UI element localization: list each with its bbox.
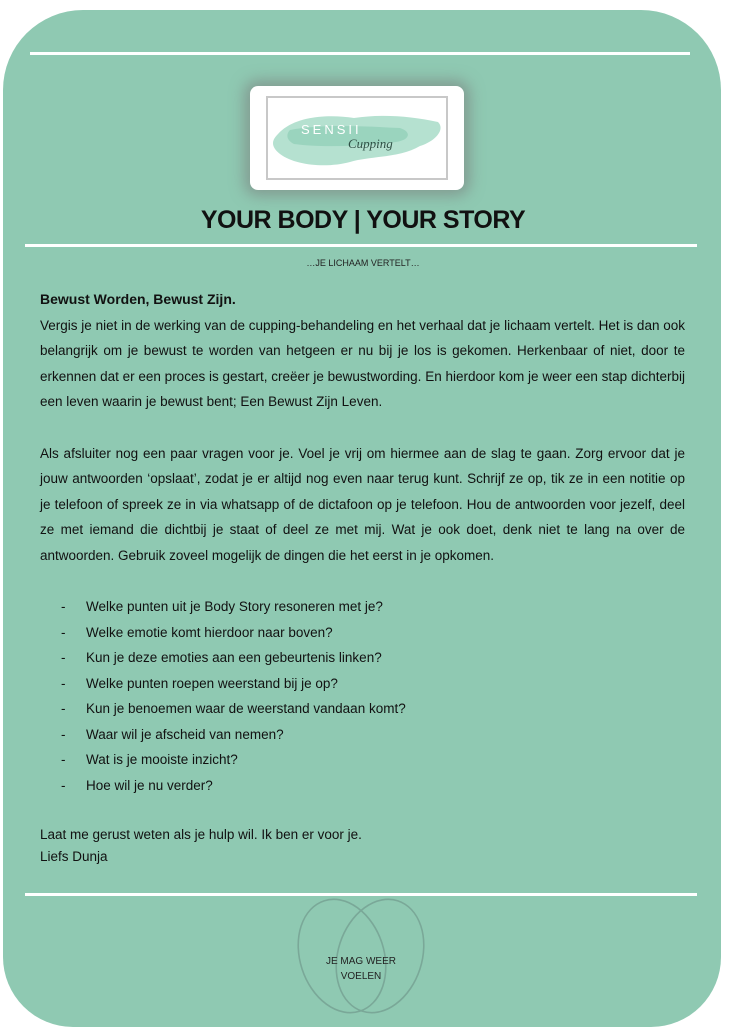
question-text: Welke emotie komt hierdoor naar boven? (86, 624, 333, 640)
question-text: Kun je deze emoties aan een gebeurtenis linken? (86, 650, 382, 665)
title-divider (25, 244, 697, 247)
footer-line-1: JE MAG WEER (325, 956, 396, 967)
question-text: Waar wil je afscheid van nemen? (86, 726, 284, 742)
list-item (61, 773, 685, 799)
logo-script-text: Cupping (348, 136, 393, 151)
bullet-dash: - (61, 650, 66, 665)
main-content (40, 287, 685, 868)
section-heading: Bewust Worden, Bewust Zijn. (40, 291, 236, 307)
question-text: Welke punten roepen weerstand bij je op? (86, 675, 338, 691)
footer-line-2: VOELEN (340, 971, 382, 982)
question-text: Welke punten uit je Body Story resoneren met je? (86, 599, 383, 614)
list-item (61, 594, 685, 620)
page-subtitle: …JE LICHAAM VERTELT… (306, 258, 420, 268)
bullet-dash: - (61, 599, 66, 614)
bullet-dash: - (61, 777, 66, 793)
list-item (61, 671, 685, 697)
top-divider (30, 52, 690, 55)
intro-paragraph: Vergis je niet in de werking van de cupping-behandeling en het verhaal dat je lichaam vertelt. Het is dan ook belangrijk om je bewust te worden van hetgeen er nu bij je los is gekomen. Herkenbaar of niet, door te erkennen dat er een proces is gestart, creëer je bewustwording. En hierdoor kom je weer een stap dichterbij een leven waarin je bewust bent; Een Bewust Zijn Leven. (40, 317, 685, 409)
question-text: Wat is je mooiste inzicht? (86, 752, 238, 767)
instructions-paragraph: Als afsluiter nog een paar vragen voor je. Voel je vrij om hiermee aan de slag te gaan. Zorg ervoor dat je jouw antwoorden ‘opslaat’, zodat je er altijd nog even naar terug kunt. Schrijf ze op, tik ze in een notitie op je telefoon of spreek ze in via whatsapp of de dictafoon op je telefoon. Hou de antwoorden voor jezelf, deel ze met iemand die dichtbij je staat of deel ze met mij. Wat je ook doet, denk niet te lang na over de antwoorden. Gebruik zoveel mogelijk de dingen die het eerst in je opkomen. (40, 445, 685, 563)
list-item (61, 696, 685, 722)
bullet-dash: - (61, 726, 66, 742)
signature: Liefs Dunja (40, 849, 108, 864)
footer-tagline (300, 954, 422, 984)
logo-brush-icon (250, 86, 464, 190)
logo-brand-text: SENSII (301, 122, 362, 137)
bullet-dash: - (61, 701, 66, 716)
bullet-dash: - (61, 675, 66, 691)
list-item (61, 747, 685, 773)
list-item (61, 722, 685, 748)
list-item (61, 645, 685, 671)
question-list (40, 594, 685, 798)
closing-line: Laat me gerust weten als je hulp wil. Ik ben er voor je. (40, 827, 362, 842)
question-text: Hoe wil je nu verder? (86, 777, 213, 793)
bullet-dash: - (61, 624, 66, 640)
logo (250, 86, 464, 190)
page-title: YOUR BODY | YOUR STORY (200, 206, 526, 234)
bullet-dash: - (61, 752, 66, 767)
question-text: Kun je benoemen waar de weerstand vandaan komt? (86, 701, 406, 716)
list-item (61, 620, 685, 646)
